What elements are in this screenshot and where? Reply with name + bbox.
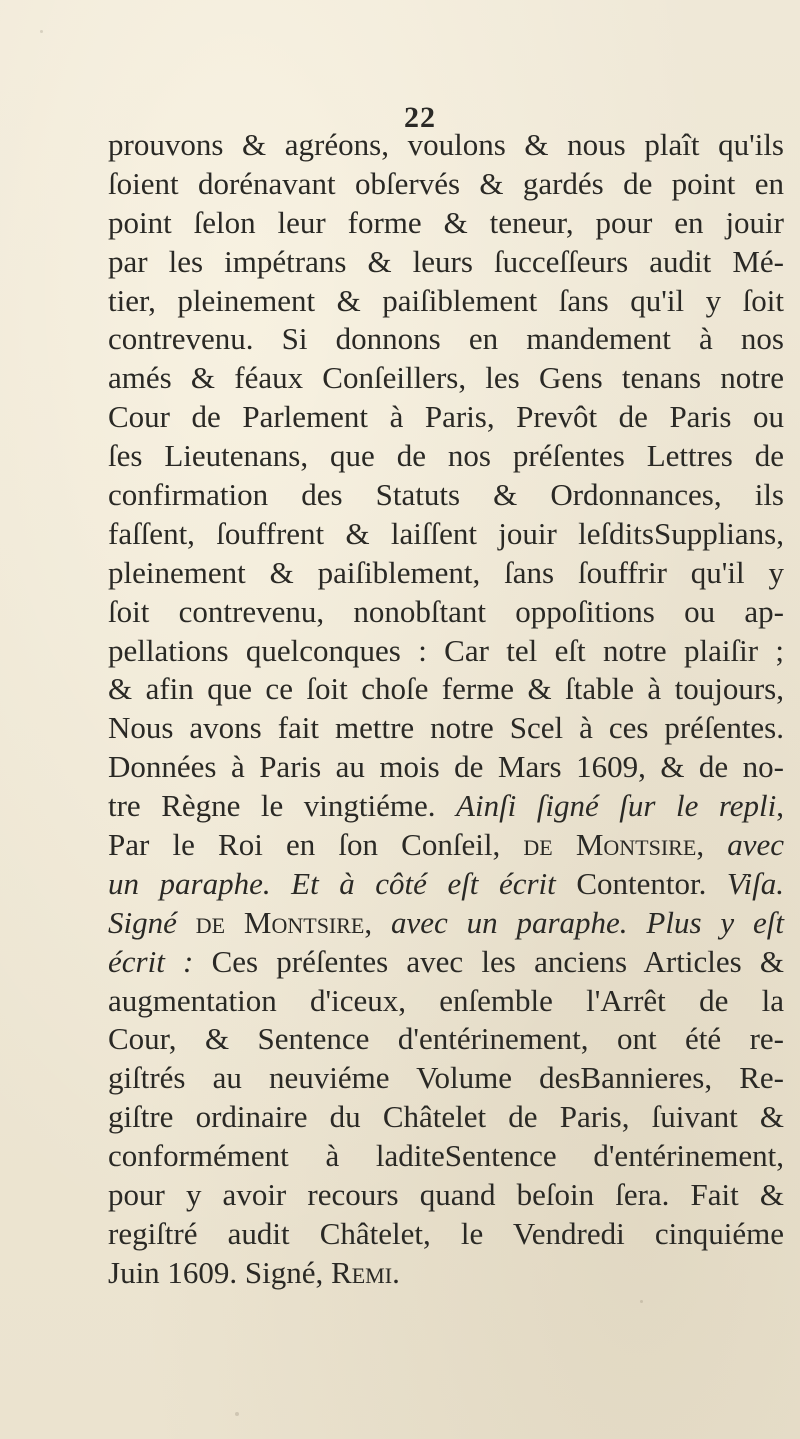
text-line: pleinement & paiſiblement, ſans ſouffrir qu'il y: [108, 554, 784, 590]
text-segment: Contentor.: [555, 865, 727, 901]
text-line: & afin que ce ſoit choſe ferme & ſtable à toujours,: [108, 671, 784, 707]
text-segment: Juin 1609. Signé,: [108, 1254, 332, 1290]
text-line: [108, 787, 784, 826]
text-line: [108, 904, 784, 943]
text-line: tier, pleinement & paiſiblement ſans qu'il y ſoit: [108, 282, 784, 318]
text-line: pellations quelconques : Car tel eſt notre plaiſir ;: [108, 632, 784, 668]
text-segment: avec un paraphe. Plus y eſt: [390, 904, 784, 940]
text-line: pour y avoir recours quand beſoin ſera. Fait &: [108, 1177, 784, 1213]
text-segment: ,: [776, 788, 784, 824]
text-line: Cour de Parlement à Paris, Prevôt de Paris ou: [108, 399, 784, 435]
text-line: Cour, & Sentence d'entérinement, ont été re-: [108, 1021, 784, 1057]
text-segment: un paraphe. Et à côté eſt écrit: [108, 865, 556, 901]
text-line: confirmation des Statuts & Ordonnances, ils: [108, 477, 784, 513]
text-line: amés & féaux Conſeillers, les Gens tenans notre: [108, 360, 784, 396]
text-segment: tre Règne le vingtiéme.: [108, 788, 457, 824]
text-line: regiſtré audit Châtelet, le Vendredi cinquiéme: [108, 1215, 784, 1251]
text-line: ſoient dorénavant obſervés & gardés de point en: [108, 165, 784, 201]
body-text: [108, 126, 784, 1293]
text-segment: avec: [727, 827, 785, 863]
text-line: contrevenu. Si donnons en mandement à nos: [108, 321, 784, 357]
text-segment: Viſa.: [726, 865, 785, 901]
paper-speck: [40, 30, 43, 33]
text-line: prouvons & agréons, voulons & nous plaît qu'ils: [108, 127, 784, 162]
text-line: giſtre ordinaire du Châtelet de Paris, ſuivant &: [108, 1099, 784, 1135]
text-segment: de Montsire: [523, 827, 697, 863]
text-segment: Ces préſentes avec les anciens Articles &: [193, 943, 784, 979]
text-line: Données à Paris au mois de Mars 1609, & de no-: [108, 749, 784, 785]
text-segment: Par le Roi en ſon Conſeil,: [108, 827, 524, 863]
text-line: ſoit contrevenu, nonobſtant oppoſitions ou ap-: [108, 593, 784, 629]
text-segment: ,: [696, 827, 728, 863]
text-line: faſſent, ſouffrent & laiſſent jouir leſditsSupplians,: [108, 515, 784, 551]
paper-speck: [235, 1412, 239, 1416]
text-segment: Remi: [331, 1254, 393, 1290]
text-line: [108, 865, 784, 904]
text-segment: écrit :: [108, 943, 194, 979]
text-line: [108, 826, 784, 865]
paper-speck: [640, 1300, 643, 1303]
text-segment: Signé: [108, 904, 196, 940]
text-line: [108, 943, 784, 982]
text-line: [108, 1254, 784, 1293]
page-number: 22: [404, 101, 436, 134]
text-segment: Ainſi ſigné ſur le repli: [456, 788, 777, 824]
text-line: ſes Lieutenans, que de nos préſentes Lettres de: [108, 438, 784, 474]
text-line: giſtrés au neuviéme Volume desBannieres, Re-: [108, 1060, 784, 1096]
text-line: augmentation d'iceux, enſemble l'Arrêt de la: [108, 982, 784, 1018]
text-line: par les impétrans & leurs ſucceſſeurs audit Mé-: [108, 243, 784, 279]
text-line: conformément à laditeSentence d'entérinement,: [108, 1138, 784, 1174]
text-segment: de Montsire: [195, 904, 365, 940]
text-segment: .: [392, 1254, 400, 1290]
text-segment: ,: [364, 904, 391, 940]
text-line: Nous avons fait mettre notre Scel à ces préſentes.: [108, 710, 784, 746]
text-line: point ſelon leur forme & teneur, pour en jouir: [108, 204, 784, 240]
